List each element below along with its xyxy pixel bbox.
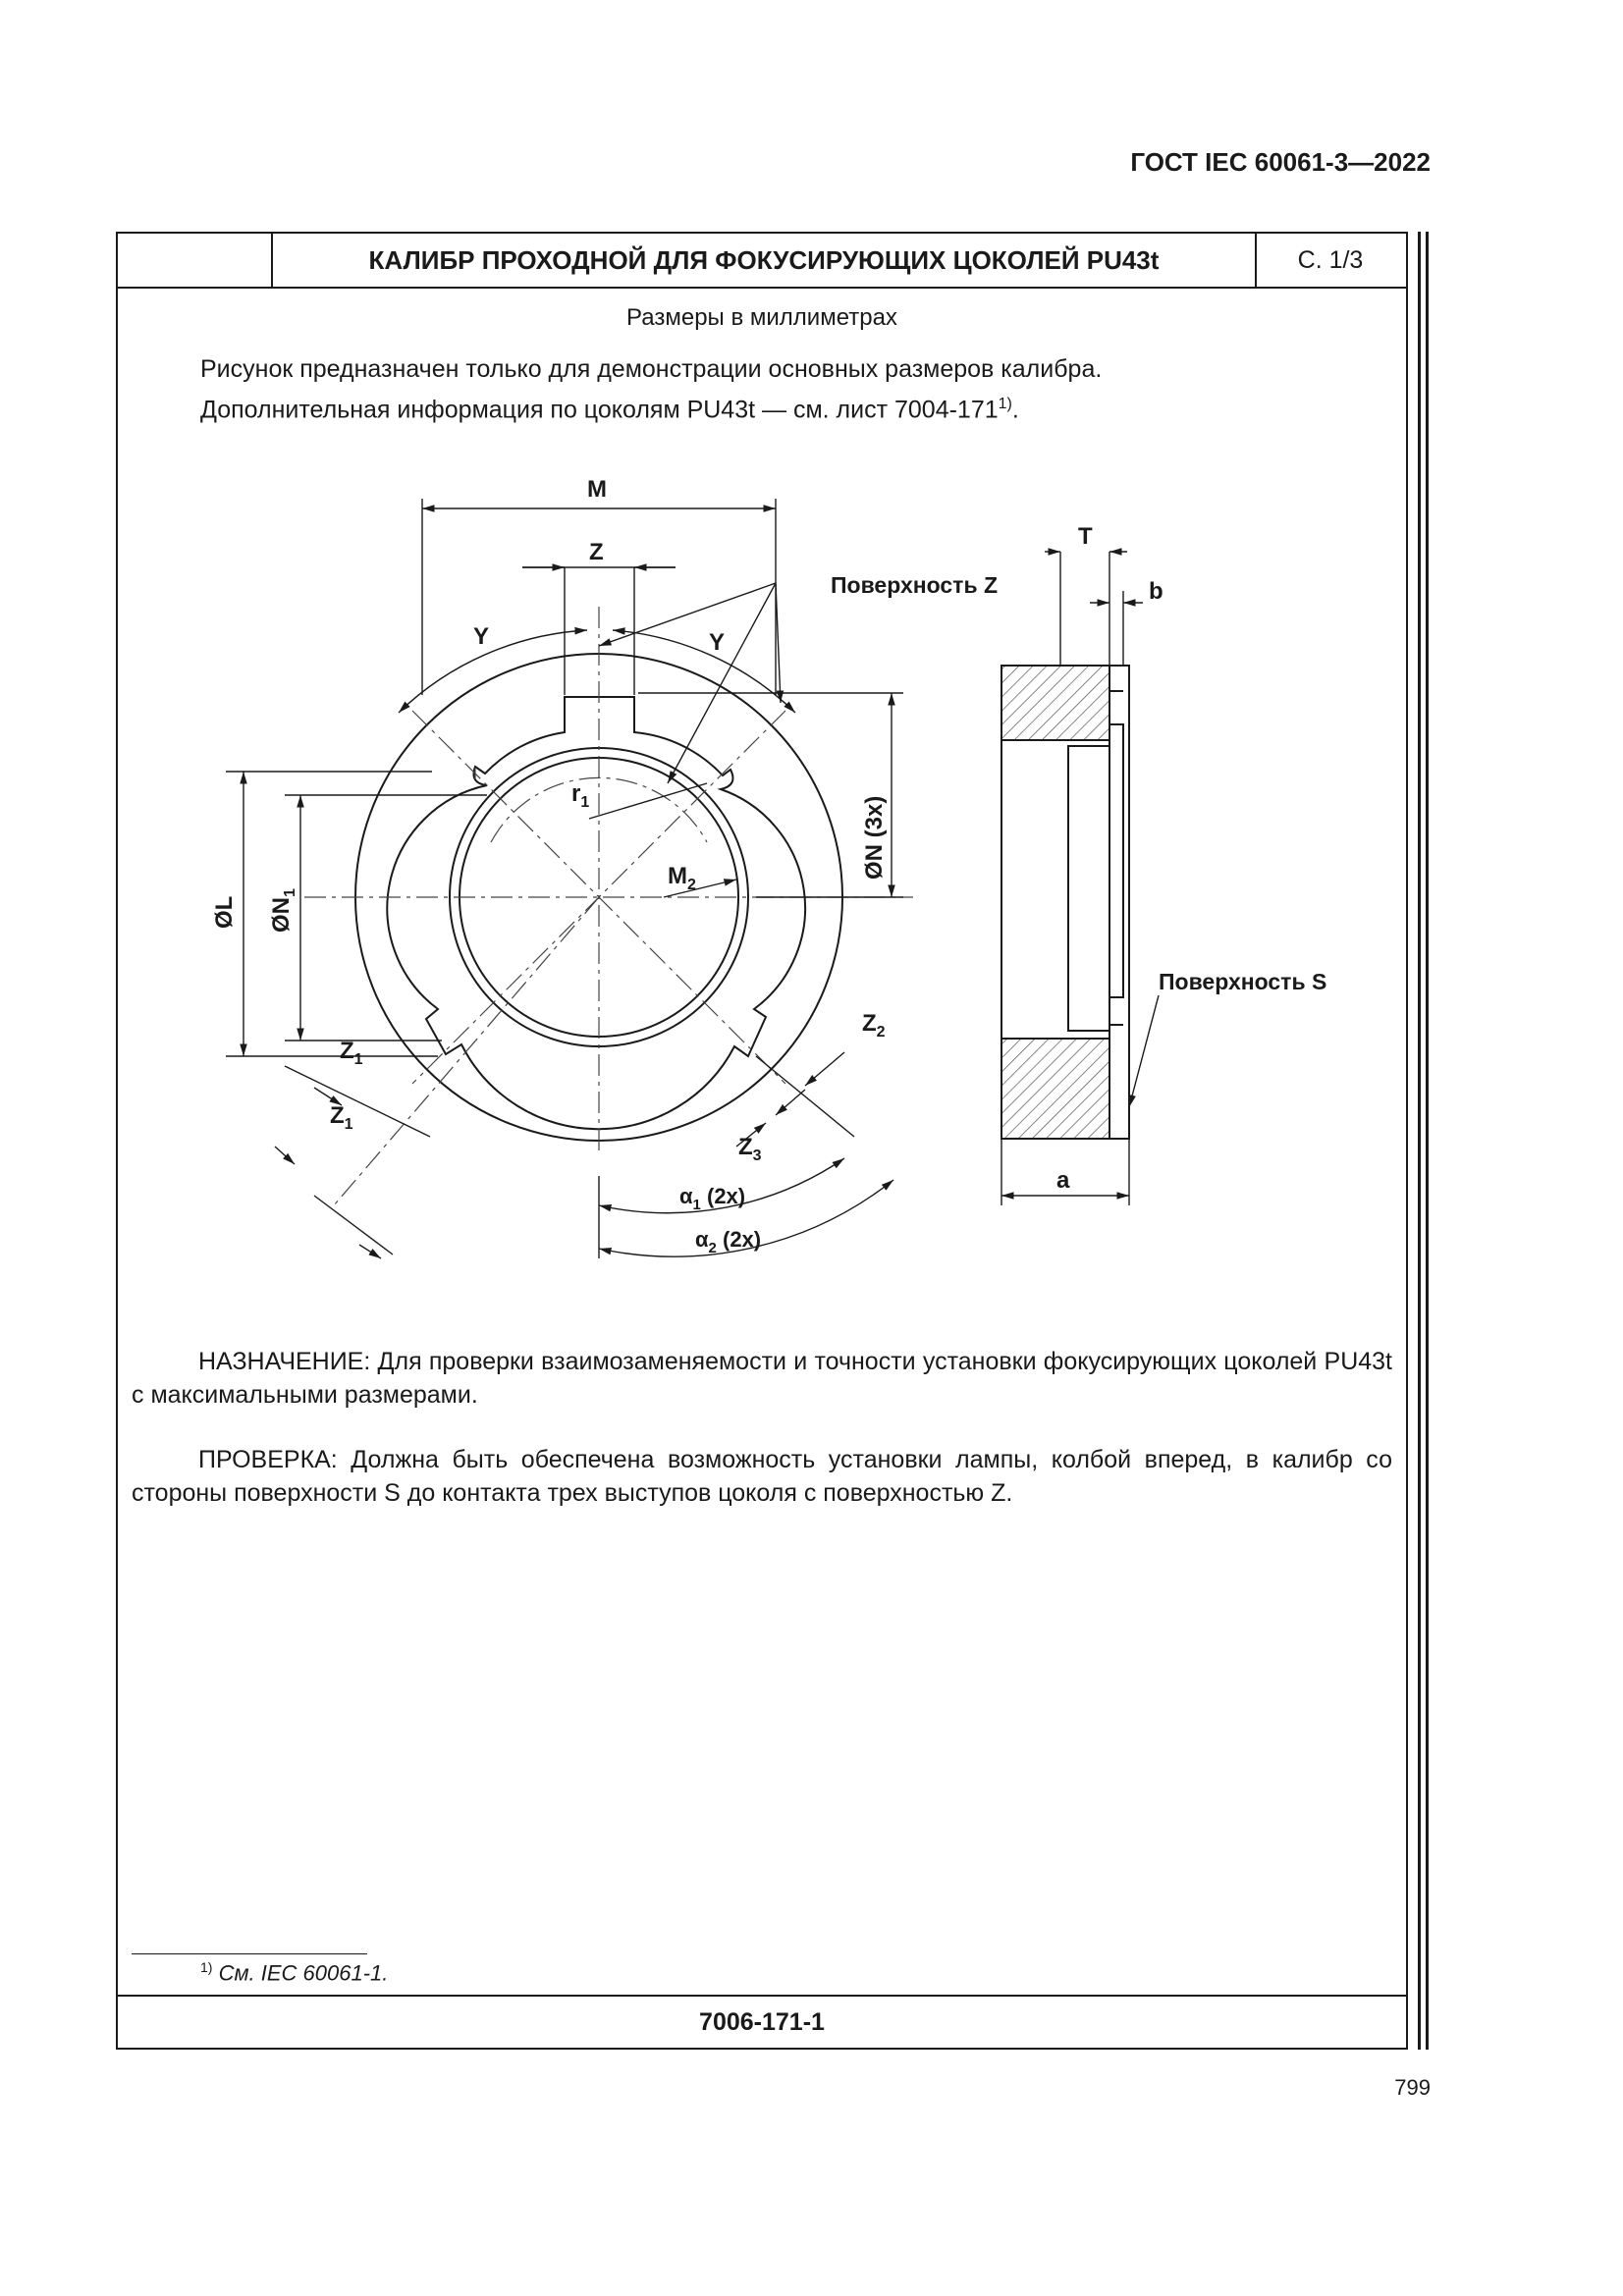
dim-label-l: ØL — [211, 895, 238, 929]
purpose-paragraph — [132, 1345, 1392, 1412]
dim-label-z2: $Z_2$ — [862, 1010, 886, 1041]
purpose-text: НАЗНАЧЕНИЕ: Для проверки взаимозаменяемости и точности установки фокусирующих цоколей PU43t с максимальными размерами. — [132, 1348, 1392, 1409]
sheet-number: С. 1/3 — [1297, 246, 1364, 274]
frame-border-line — [1426, 232, 1429, 2050]
dim-label-b: b — [1149, 578, 1163, 605]
intro-line-1: Рисунок предназначен только для демонстрации основных размеров калибра. — [200, 355, 1103, 383]
dim-label-alpha1: $\alpha_1$ (2x) — [679, 1184, 746, 1213]
dim-label-m: M — [587, 476, 607, 503]
surface-s-label: Поверхность S — [1159, 969, 1327, 994]
dim-label-z3: $Z_3$ — [738, 1134, 762, 1164]
footnote-separator — [132, 1953, 367, 1954]
units-note: Размеры в миллиметрах — [626, 304, 897, 331]
dim-label-alpha2: $\alpha_2$ (2x) — [695, 1227, 762, 1256]
footnote — [200, 1959, 388, 1986]
dim-label-m2: $M_2$ — [668, 863, 696, 893]
surface-z-label: Поверхность Z — [831, 572, 999, 598]
page-number: 799 — [1394, 2075, 1431, 2100]
intro-footnote-ref: 1) — [998, 396, 1012, 412]
check-paragraph — [132, 1443, 1392, 1510]
side-view — [1001, 666, 1129, 1139]
standard-code: ГОСТ IEC 60061-3—2022 — [1130, 147, 1431, 177]
frame-border-line — [1418, 232, 1421, 2050]
dim-label-z1-upper: $Z_1$ — [340, 1038, 363, 1068]
intro-line-2-end: . — [1011, 396, 1019, 424]
sheet-title: КАЛИБР ПРОХОДНОЙ ДЛЯ ФОКУСИРУЮЩИХ ЦОКОЛЕЙ PU43t — [273, 234, 1257, 287]
footnote-text: См. IEC 60061-1. — [218, 1960, 389, 1986]
dim-label-a: a — [1056, 1167, 1070, 1194]
dim-label-z1-lower: $Z_1$ — [330, 1102, 353, 1133]
dim-label-y-right: Y — [709, 629, 726, 656]
dim-label-z: Z — [589, 539, 604, 565]
dim-label-n1: $ØN_1$ — [268, 888, 298, 933]
check-text: ПРОВЕРКА: Должна быть обеспечена возможность установки лампы, колбой вперед, в калибр со стороны поверхности S до контакта трех выступов цоколя с поверхностью Z. — [132, 1446, 1392, 1507]
drawing-frame — [116, 232, 1408, 2050]
intro-line-2-text: Дополнительная информация по цоколям PU43t — см. лист 7004-171 — [200, 396, 999, 424]
dim-label-r1: $r_1$ — [571, 780, 590, 811]
footnote-marker: 1) — [200, 1959, 213, 1975]
dim-label-y-left: Y — [473, 623, 490, 650]
dim-label-n-3x: ØN (3x) — [861, 795, 888, 880]
sheet-code: 7006-171-1 — [118, 1995, 1406, 2048]
dim-label-t: T — [1078, 523, 1093, 550]
